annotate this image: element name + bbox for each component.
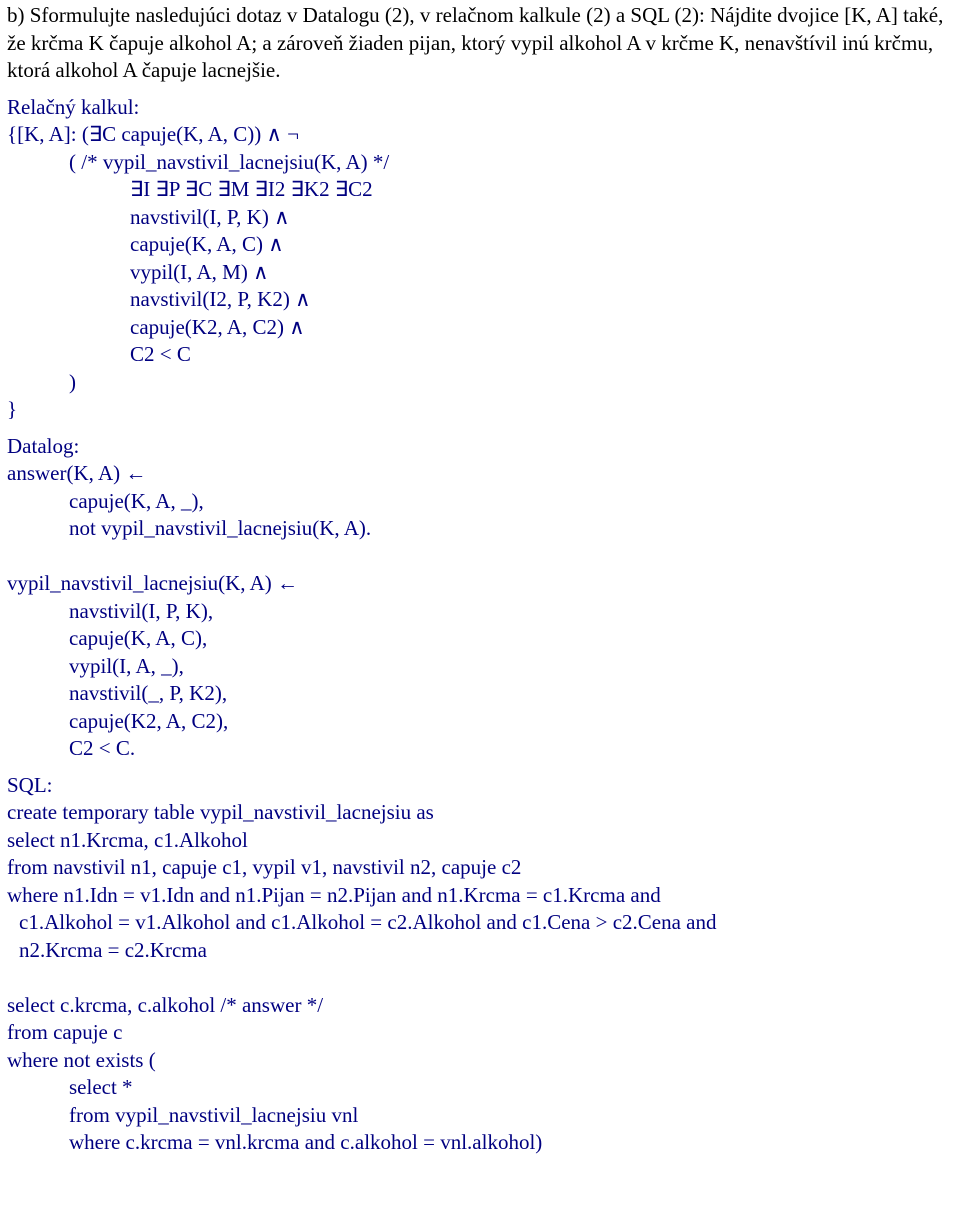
calculus-line: capuje(K2, A, C2) ∧ <box>130 314 305 339</box>
datalog-rule-body: capuje(K2, A, C2), <box>69 708 229 733</box>
datalog-rule-head: vypil_navstivil_lacnejsiu(K, A) ← <box>7 571 299 595</box>
spacer <box>7 543 956 571</box>
calculus-heading: Relačný kalkul: <box>7 94 140 119</box>
calculus-line: navstivil(I2, P, K2) ∧ <box>130 287 311 311</box>
datalog-rule-body: navstivil(_, P, K2), <box>69 681 228 705</box>
calculus-line: ( /* vypil_navstivil_lacnejsiu(K, A) */ <box>69 149 390 174</box>
sql-line: from navstivil n1, capuje c1, vypil v1, navstivil n2, capuje c2 <box>7 855 522 879</box>
spacer <box>7 85 956 94</box>
calculus-line: navstivil(I, P, K) ∧ <box>130 204 290 229</box>
datalog-rule-body: C2 < C. <box>69 736 136 760</box>
datalog-rule-body: capuje(K, A, _), <box>69 488 204 513</box>
sql-line: from vypil_navstivil_lacnejsiu vnl <box>69 1102 359 1127</box>
sql-line: from capuje c <box>7 1020 123 1044</box>
sql-line: create temporary table vypil_navstivil_lacnejsiu as <box>7 800 434 824</box>
calculus-line: ∃I ∃P ∃C ∃M ∃I2 ∃K2 ∃C2 <box>130 177 373 201</box>
sql-line: select c.krcma, c.alkohol /* answer */ <box>7 992 324 1017</box>
sql-line: c1.Alkohol = v1.Alkohol and c1.Alkohol = c2.Alkohol and c1.Cena > c2.Cena and <box>19 910 717 934</box>
sql-line: where not exists ( <box>7 1047 156 1072</box>
task-statement: b) Sformulujte nasledujúci dotaz v Datalogu (2), v relačnom kalkule (2) a SQL (2): Nájdite dvojice [K, A] také, že krčma K čapuje alkohol A; a zároveň žiaden pijan, ktorý vypil alkohol A v krčme K, nenavštívil inú krčmu, ktorá alkohol A čapuje lacnejšie. <box>7 3 944 82</box>
sql-line: where c.krcma = vnl.krcma and c.alkohol = vnl.alkohol) <box>69 1130 543 1154</box>
calculus-line: vypil(I, A, M) ∧ <box>130 259 269 284</box>
datalog-rule-body: capuje(K, A, C), <box>69 626 208 650</box>
datalog-rule-body: navstivil(I, P, K), <box>69 598 214 623</box>
calculus-line: } <box>7 397 18 421</box>
calculus-line: {[K, A]: (∃C capuje(K, A, C)) ∧ ¬ <box>7 122 300 146</box>
sql-line: select * <box>69 1075 133 1099</box>
sql-line: n2.Krcma = c2.Krcma <box>19 937 207 962</box>
sql-line: where n1.Idn = v1.Idn and n1.Pijan = n2.Pijan and n1.Krcma = c1.Krcma and <box>7 882 661 907</box>
sql-heading: SQL: <box>7 772 53 797</box>
datalog-rule-head: answer(K, A) ← <box>7 461 147 485</box>
spacer <box>7 964 956 992</box>
sql-line: select n1.Krcma, c1.Alkohol <box>7 827 248 852</box>
spacer <box>7 424 956 433</box>
calculus-line: capuje(K, A, C) ∧ <box>130 232 284 256</box>
datalog-rule-body: not vypil_navstivil_lacnejsiu(K, A). <box>69 516 372 540</box>
spacer <box>7 763 956 772</box>
datalog-heading: Datalog: <box>7 433 80 458</box>
sql-section <box>7 772 956 1157</box>
datalog-section <box>7 433 956 763</box>
relational-calculus-section <box>7 94 956 424</box>
calculus-line: C2 < C <box>130 342 191 366</box>
calculus-line: ) <box>69 369 76 394</box>
datalog-rule-body: vypil(I, A, _), <box>69 653 184 678</box>
